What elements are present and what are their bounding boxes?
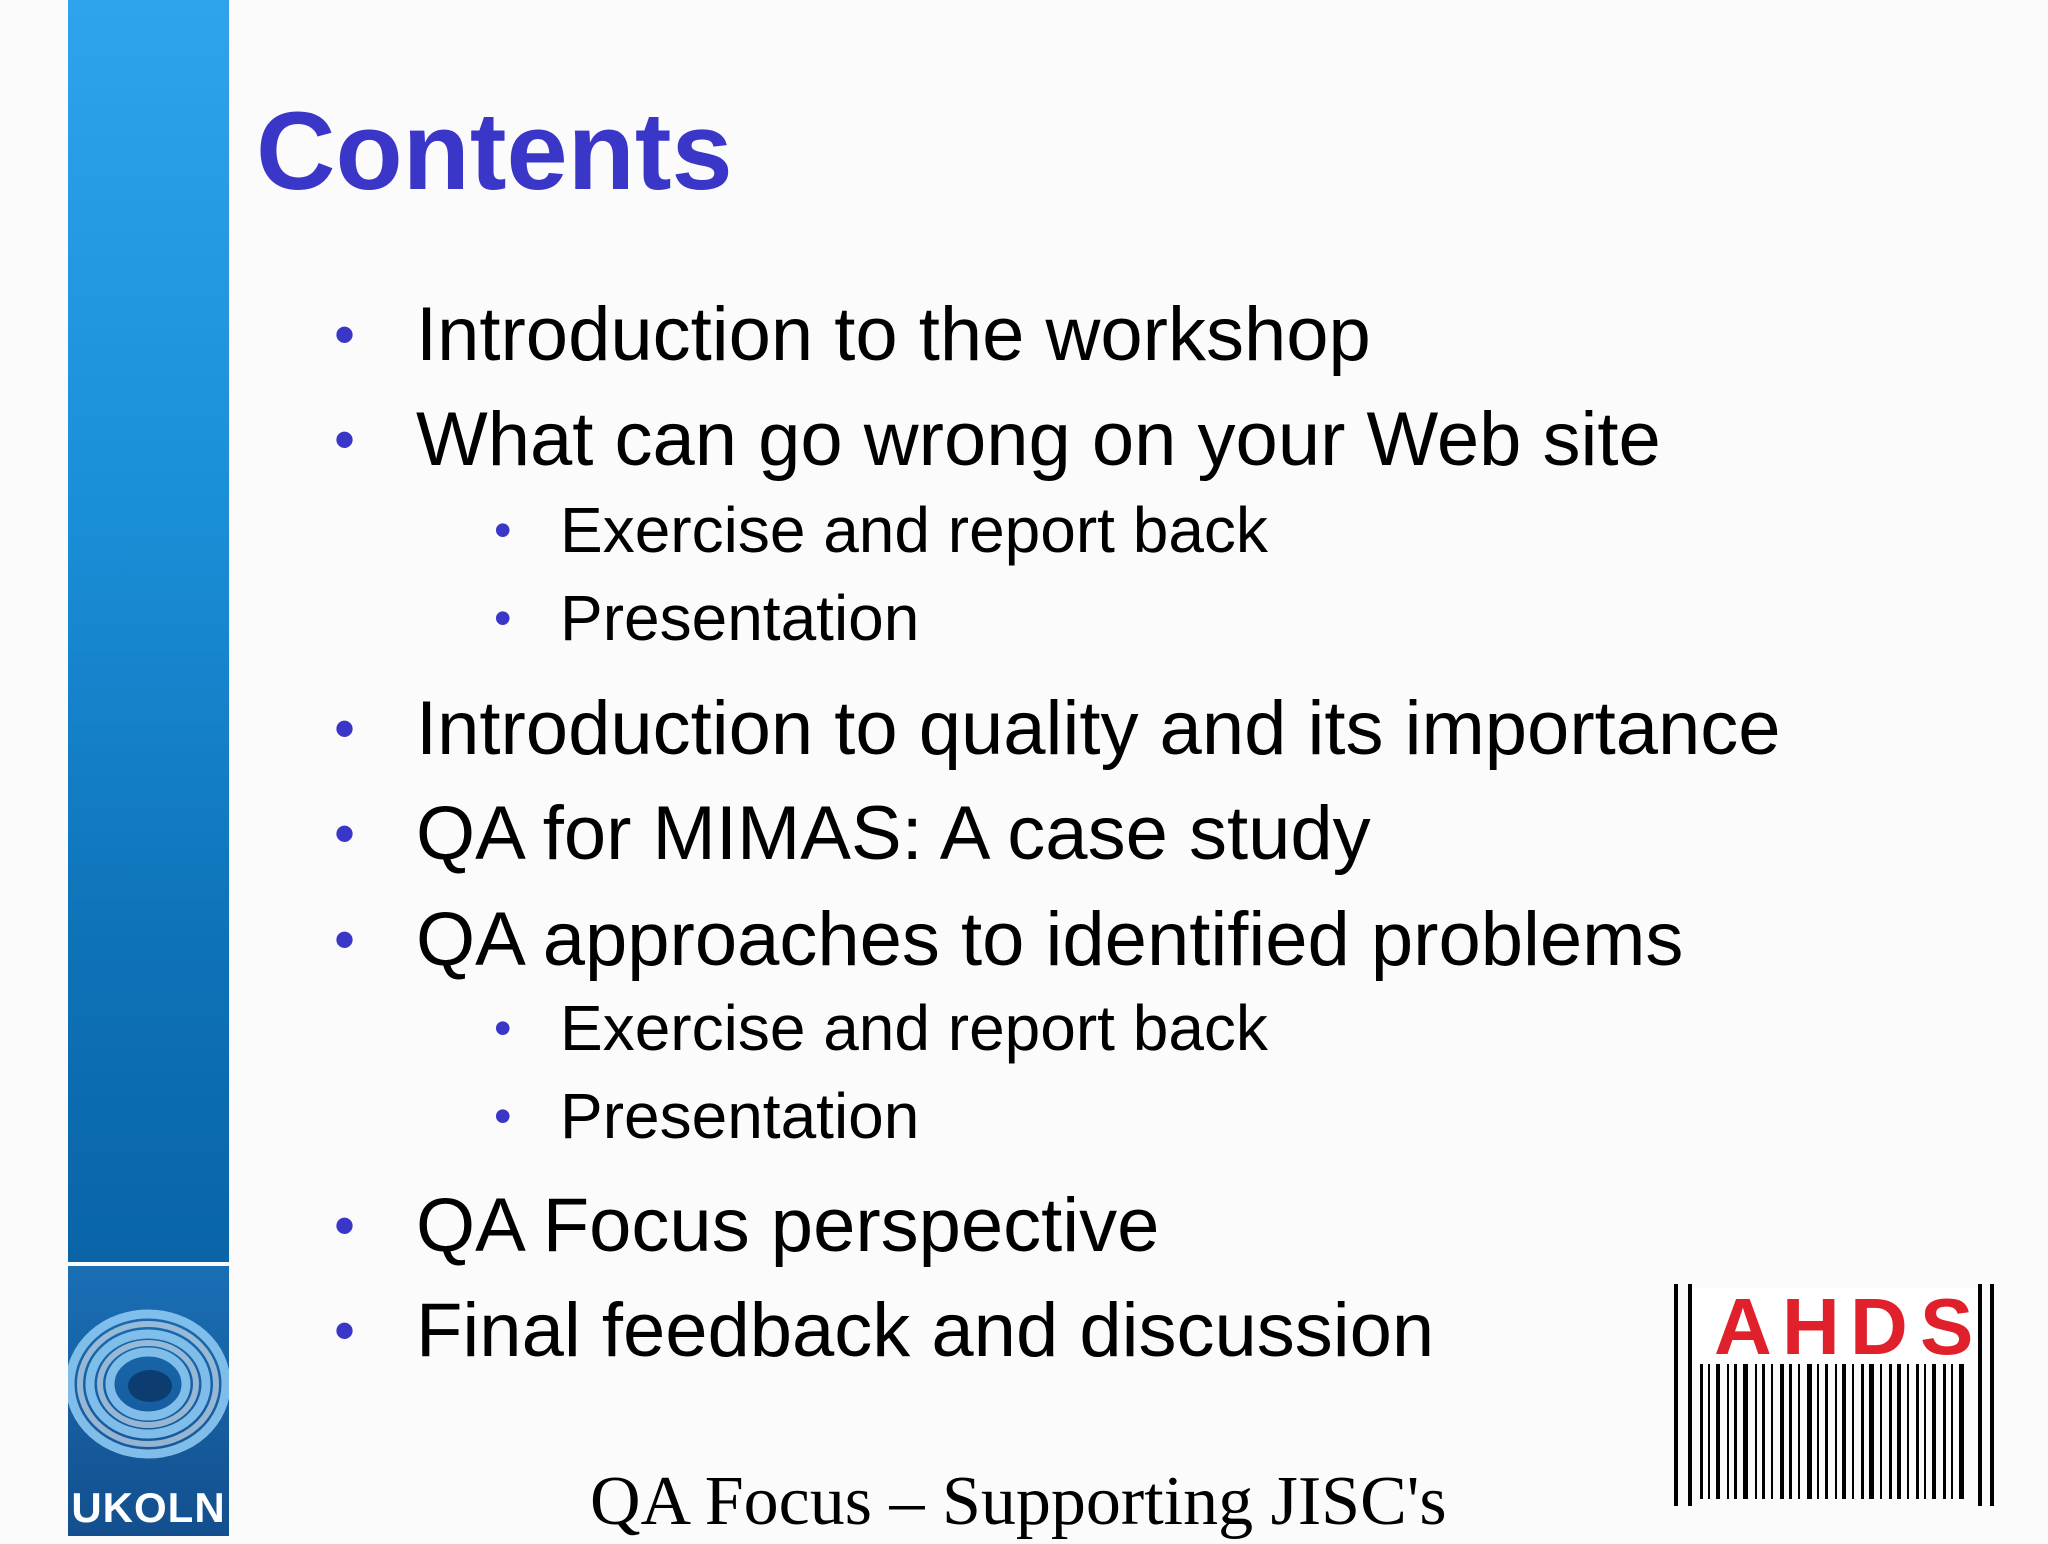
sub-bullet-item (494, 1078, 920, 1154)
slide-title: Contents (256, 90, 733, 213)
bullet-text: Final feedback and discussion (416, 1288, 1435, 1373)
bullet-dot-icon: • (334, 695, 356, 762)
bullet-dot-icon: • (334, 906, 356, 973)
bullet-dot-icon: • (494, 590, 512, 646)
ahds-letter-h: H (1782, 1284, 1840, 1371)
bullet-text: Presentation (560, 1080, 920, 1152)
bullet-item (334, 290, 1371, 380)
bullet-dot-icon: • (494, 502, 512, 558)
ahds-letter-d: D (1850, 1284, 1908, 1371)
sub-bullet-item (494, 580, 920, 656)
bullet-dot-icon: • (494, 1088, 512, 1144)
bullet-dot-icon: • (334, 1297, 356, 1364)
ahds-letter-s: S (1920, 1284, 1974, 1371)
bullet-dot-icon: • (334, 800, 356, 867)
bullet-text: QA Focus perspective (416, 1183, 1160, 1268)
bullet-item (334, 395, 1661, 485)
bullet-item (334, 684, 1781, 774)
ahds-letter-a: A (1714, 1284, 1772, 1371)
bullet-dot-icon: • (494, 1000, 512, 1056)
bullet-item (334, 895, 1684, 985)
ukoln-logo-text: UKOLN (71, 1484, 226, 1531)
bullet-dot-icon: • (334, 301, 356, 368)
bullet-text: Presentation (560, 582, 920, 654)
bullet-text: Introduction to quality and its importance (416, 686, 1781, 771)
bullet-text: QA for MIMAS: A case study (416, 791, 1371, 876)
bullet-dot-icon: • (334, 406, 356, 473)
bullet-item (334, 1286, 1435, 1376)
sub-bullet-item (494, 492, 1268, 568)
ahds-logo (1670, 1284, 2000, 1506)
bullet-item (334, 789, 1371, 879)
bullet-text: Exercise and report back (560, 494, 1268, 566)
bullet-text: Introduction to the workshop (416, 292, 1371, 377)
bullet-item (334, 1181, 1160, 1271)
bullet-dot-icon: • (334, 1192, 356, 1259)
barcode-graphic (1700, 1364, 1964, 1499)
bullet-text: Exercise and report back (560, 992, 1268, 1064)
bullet-text: QA approaches to identified problems (416, 897, 1684, 982)
sub-bullet-item (494, 990, 1268, 1066)
slide-footer: QA Focus – Supporting JISC's (590, 1463, 1447, 1540)
bullet-text: What can go wrong on your Web site (416, 397, 1661, 482)
